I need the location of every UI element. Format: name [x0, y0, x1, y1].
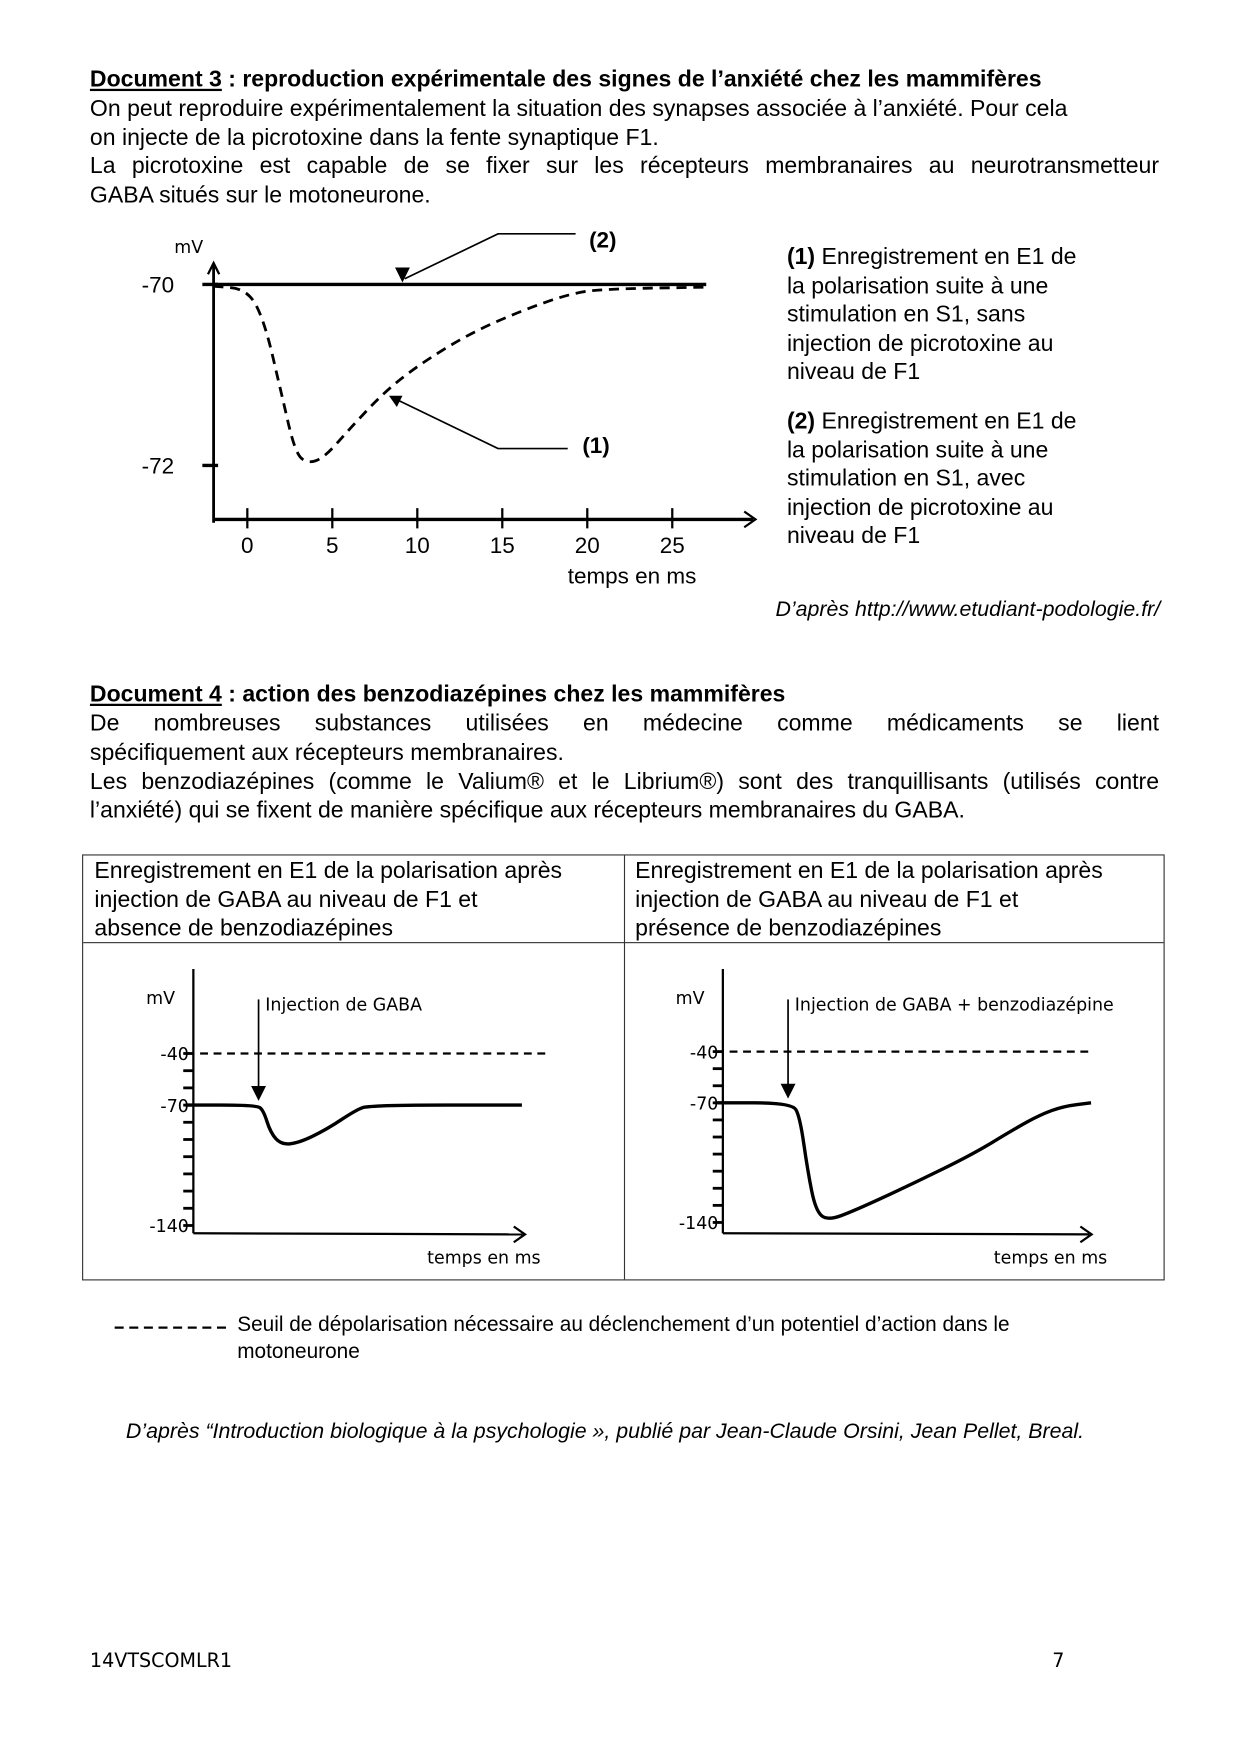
- doc4-para-line: De nombreuses substances utilisées en médecine comme médicaments se lient: [89, 710, 1160, 737]
- y-tick-label: -70: [689, 1094, 719, 1115]
- threshold-legend-line-text: Seuil de dépolarisation nécessaire au déclenchement d’un potentiel d’action dans le: [237, 1311, 1010, 1336]
- doc3-title-label: Document 3: [89, 66, 222, 93]
- header-line: Enregistrement en E1 de la polarisation après: [94, 857, 563, 884]
- x-axis-label: temps en ms: [427, 1248, 541, 1269]
- header-line: injection de GABA au niveau de F1 et: [94, 886, 478, 913]
- legend-line: la polarisation suite à une: [786, 272, 1049, 299]
- y-axis-label: mV: [675, 988, 705, 1009]
- threshold-legend: [237, 1311, 1009, 1365]
- y-axis-label: mV: [146, 988, 176, 1009]
- doc3-para-line: On peut reproduire expérimentalement la situation des synapses associée à l’anxiété. Pour cela: [89, 95, 1068, 122]
- y-tick-label: -70: [141, 272, 175, 298]
- doc4-title-label: Document 4: [89, 681, 222, 708]
- legend-1-num: (1): [786, 243, 816, 270]
- y-tick-label: -140: [678, 1214, 719, 1235]
- y-tick-label: -140: [149, 1217, 189, 1238]
- doc3-title-rest: : reproduction expérimentale des signes de l’anxiété chez les mammifères: [221, 66, 1042, 93]
- injection-label: Injection de GABA: [265, 995, 423, 1016]
- legend-line: stimulation en S1, avec: [786, 465, 1026, 492]
- annotation-1-label: (1): [582, 433, 610, 459]
- footer-code: 14VTSCOMLR1: [89, 1650, 233, 1673]
- x-axis-label: temps en ms: [567, 563, 697, 589]
- header-line: absence de benzodiazépines: [94, 915, 393, 942]
- legend-line: la polarisation suite à une: [786, 436, 1049, 463]
- x-tick-label: 10: [404, 533, 430, 559]
- legend-line: stimulation en S1, sans: [786, 301, 1026, 328]
- doc3-para-line: La picrotoxine est capable de se fixer sur les récepteurs membranaires au neurotransmetteur: [89, 152, 1160, 179]
- y-axis-label: mV: [174, 237, 204, 258]
- x-tick-label: 15: [489, 533, 515, 559]
- doc4-para-line: l’anxiété) qui se fixent de manière spécifique aux récepteurs membranaires du GABA.: [89, 797, 965, 823]
- legend-line: Enregistrement en E1 de: [815, 408, 1077, 434]
- doc4-source: D’après “Introduction biologique à la psychologie », publié par Jean-Claude Orsini, Jean Pellet, Breal.: [125, 1419, 1085, 1444]
- y-tick-label: -40: [160, 1045, 189, 1066]
- x-tick-label: 20: [574, 533, 600, 559]
- y-tick-label: -40: [689, 1043, 719, 1064]
- legend-line: injection de picrotoxine au: [786, 330, 1054, 357]
- header-line: Enregistrement en E1 de la polarisation après: [635, 857, 1103, 884]
- y-tick-label: -70: [160, 1096, 189, 1117]
- threshold-legend-line-text: motoneurone: [237, 1338, 360, 1363]
- doc3-source: D’après http://www.etudiant-podologie.fr/: [775, 598, 1161, 622]
- doc3-para-line: GABA situés sur le motoneurone.: [89, 182, 431, 208]
- x-axis-label: temps en ms: [993, 1248, 1108, 1269]
- legend-line: niveau de F1: [786, 359, 921, 385]
- x-tick-label: 0: [241, 533, 254, 559]
- injection-label: Injection de GABA + benzodiazépine: [794, 995, 1114, 1016]
- doc3-para-line: on injecte de la picrotoxine dans la fente synaptique F1.: [89, 124, 659, 151]
- page-number: 7: [1052, 1650, 1065, 1673]
- header-line: présence de benzodiazépines: [635, 915, 942, 942]
- legend-line: niveau de F1: [786, 523, 921, 550]
- doc4-title-rest: : action des benzodiazépines chez les mammifères: [221, 681, 786, 708]
- legend-line: injection de picrotoxine au: [786, 494, 1054, 521]
- y-tick-label: -72: [141, 453, 175, 479]
- doc4-para-line: Les benzodiazépines (comme le Valium® et le Librium®) sont des tranquillisants (utilisés contre: [89, 768, 1160, 795]
- annotation-2-label: (2): [589, 227, 617, 253]
- doc4-para-line: spécifiquement aux récepteurs membranaires.: [89, 739, 564, 766]
- x-tick-label: 5: [326, 533, 339, 559]
- legend-line: Enregistrement en E1 de: [815, 243, 1077, 270]
- x-tick-label: 25: [659, 533, 685, 559]
- legend-2-num: (2): [786, 408, 816, 434]
- header-line: injection de GABA au niveau de F1 et: [635, 886, 1019, 913]
